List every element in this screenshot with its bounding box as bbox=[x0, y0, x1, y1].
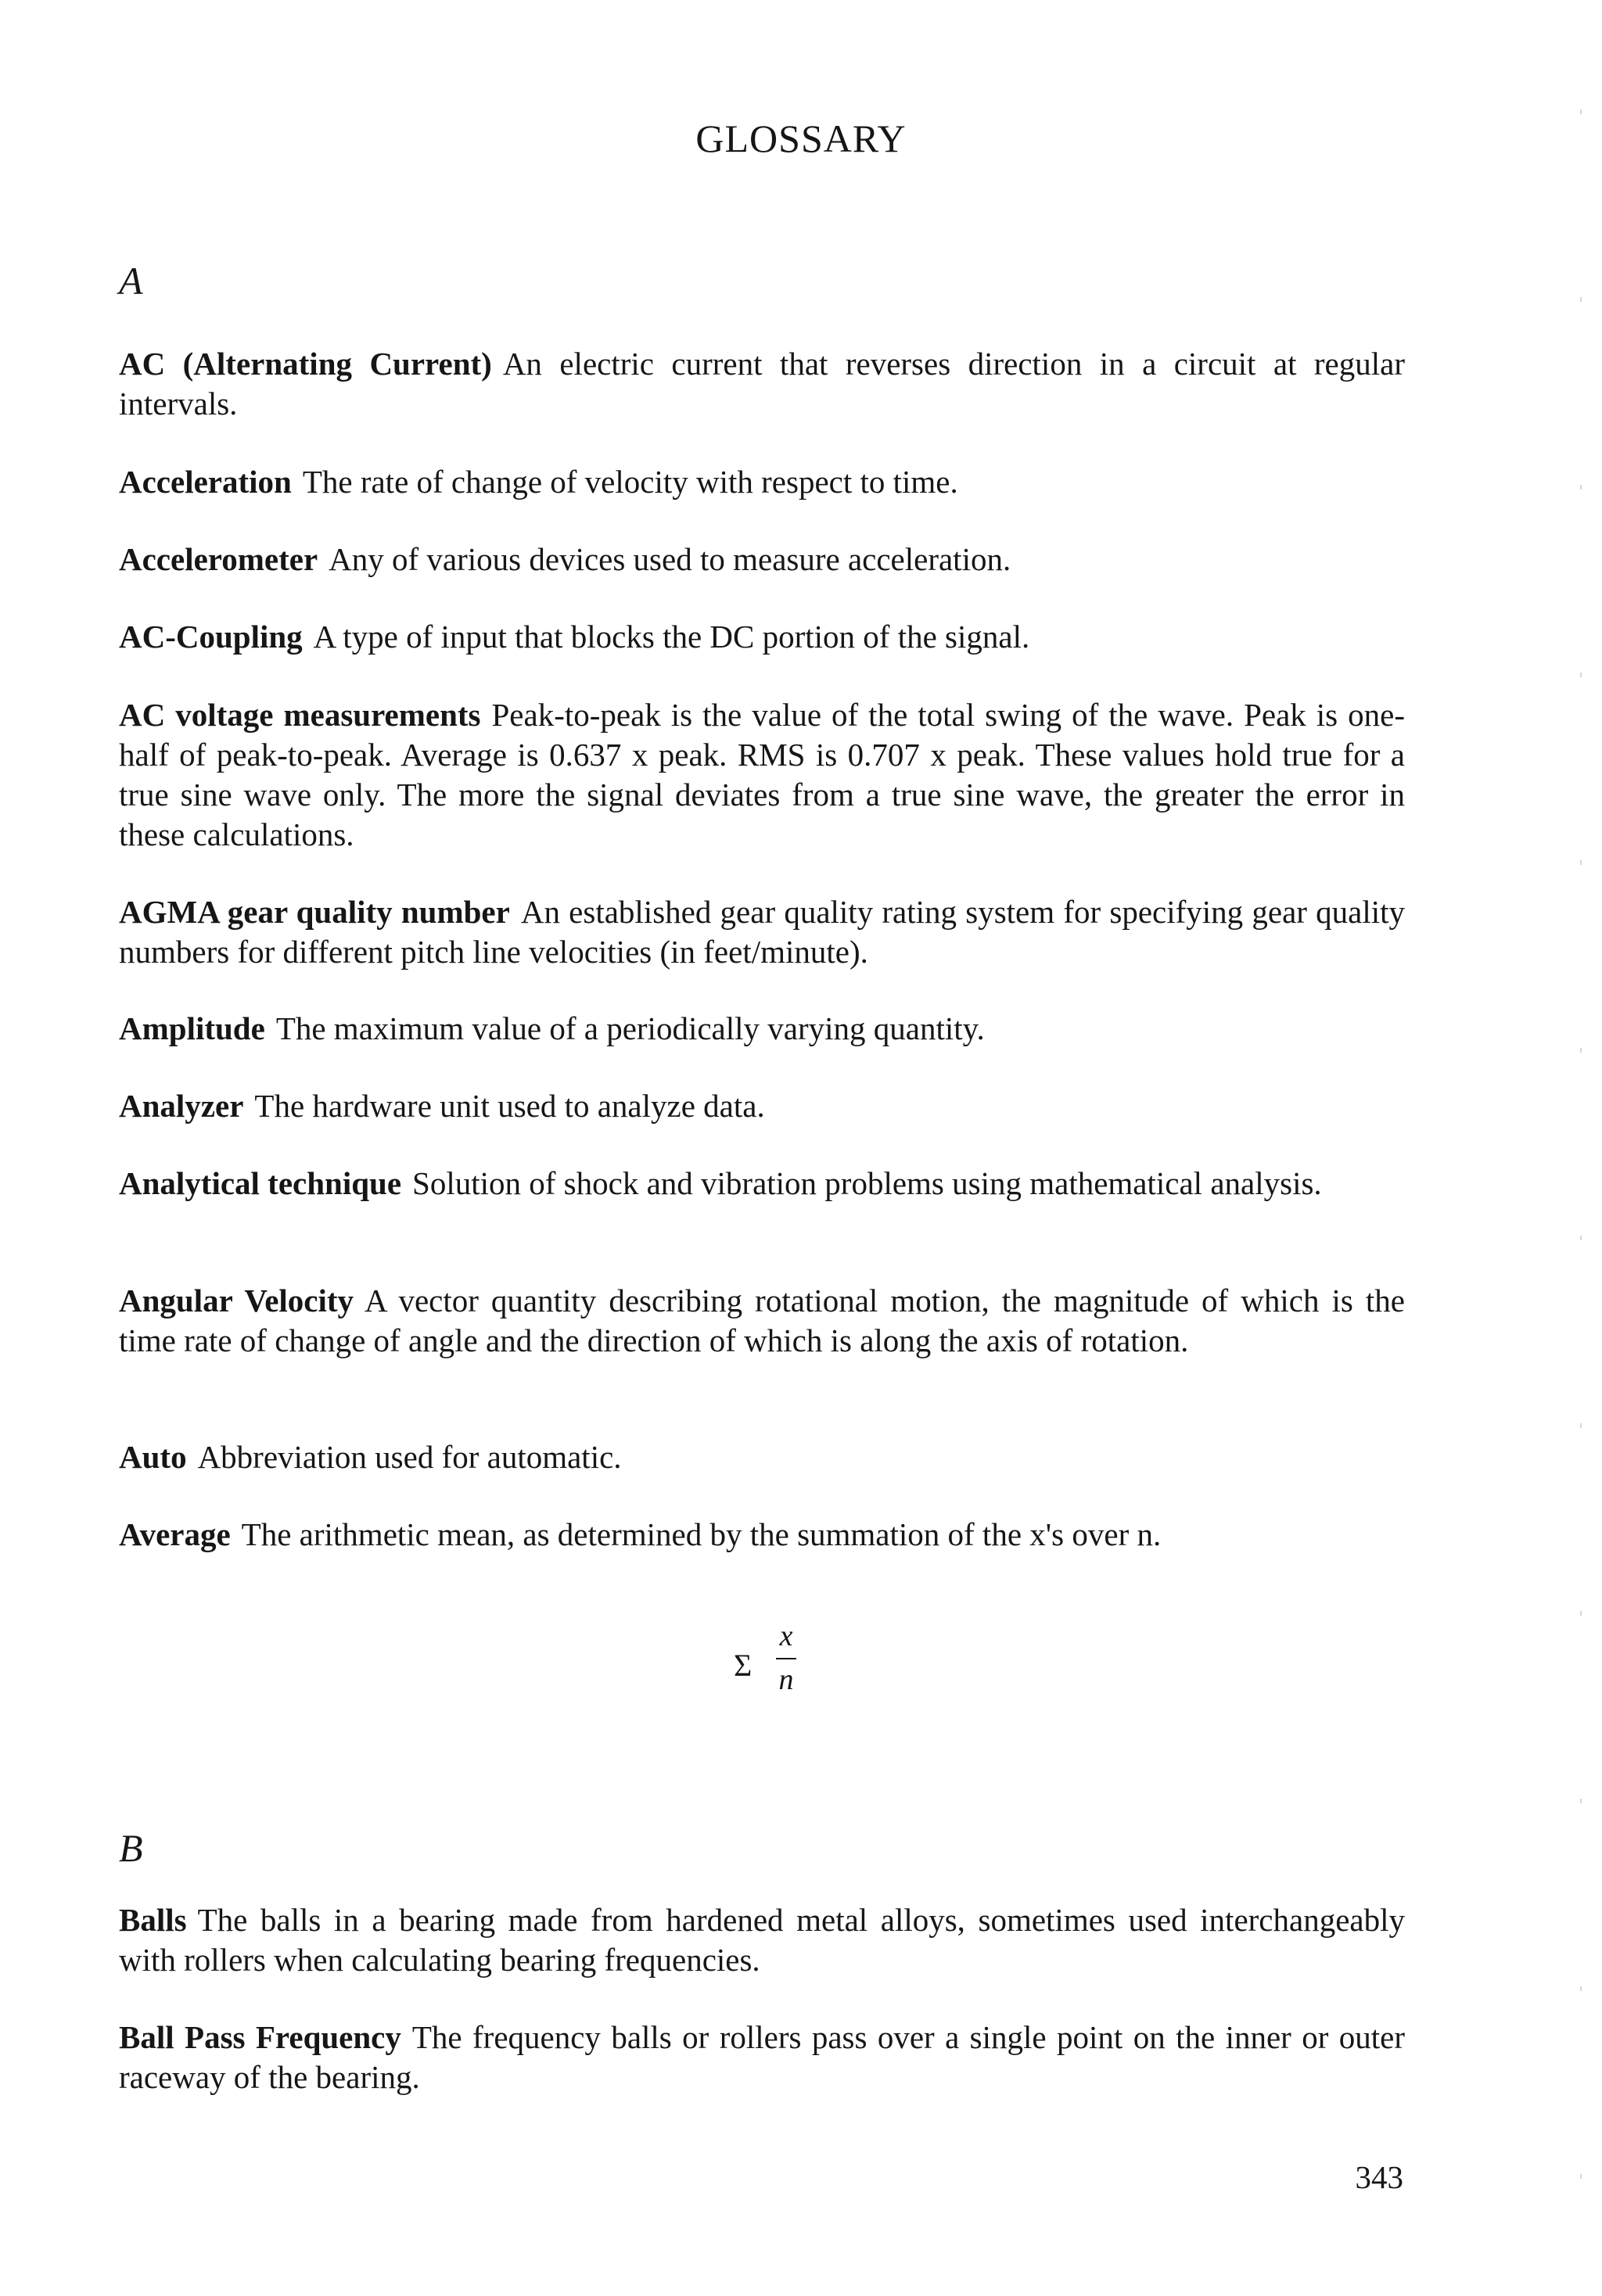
entry-definition: Any of various devices used to measure acceleration. bbox=[329, 541, 1011, 577]
glossary-entry bbox=[119, 1086, 1405, 1126]
margin-mark bbox=[1580, 109, 1582, 114]
entry-term: Angular Velocity bbox=[119, 1283, 354, 1318]
entry-definition: Solution of shock and vibration problems using mathematical analysis. bbox=[412, 1165, 1322, 1201]
entry-definition: Peak-to-peak is the value of the total swing of the wave. Peak is one-half of peak-to-peak. Average is 0.637 x peak. RMS is 0.707 x peak. These values hold true for a true sine wave only. The more the signal deviates from a true sine wave, the greater the error in these calculations. bbox=[119, 697, 1405, 852]
margin-mark bbox=[1580, 860, 1582, 865]
formula-numerator: x bbox=[779, 1620, 793, 1652]
fraction-bar bbox=[776, 1658, 796, 1659]
entry-definition: A vector quantity describing rotational motion, the magnitude of which is the time rate of change of angle and the direction of which is along the axis of rotation. bbox=[119, 1283, 1405, 1358]
entry-term: AC-Coupling bbox=[119, 619, 303, 655]
glossary-entry bbox=[119, 1437, 1405, 1477]
entry-definition: The balls in a bearing made from hardened metal alloys, sometimes used interchangeably with rollers when calculating bearing frequencies. bbox=[119, 1902, 1405, 1978]
entry-term: Auto bbox=[119, 1439, 187, 1475]
entry-definition: Abbreviation used for automatic. bbox=[197, 1439, 622, 1475]
entry-term: AGMA gear quality number bbox=[119, 894, 510, 930]
section-heading-b: B bbox=[119, 1826, 143, 1870]
entry-term: Analytical technique bbox=[119, 1165, 402, 1201]
glossary-entry bbox=[119, 695, 1405, 855]
glossary-entry bbox=[119, 1900, 1405, 1980]
entry-definition: The frequency balls or rollers pass over a single point on the inner or outer raceway of the bearing. bbox=[119, 2019, 1406, 2095]
margin-mark bbox=[1580, 1236, 1582, 1240]
section-heading-a: A bbox=[119, 259, 143, 303]
glossary-entry bbox=[119, 617, 1405, 657]
entry-definition: An established gear quality rating system for specifying gear quality numbers for different pitch line velocities (in feet/minute). bbox=[119, 894, 1405, 970]
entry-definition: The maximum value of a periodically varying quantity. bbox=[275, 1010, 985, 1046]
margin-mark bbox=[1580, 1986, 1582, 1991]
glossary-entry bbox=[119, 2018, 1405, 2097]
entry-term: Acceleration bbox=[119, 464, 292, 500]
glossary-entry bbox=[119, 892, 1405, 972]
entry-definition: The arithmetic mean, as determined by the summation of the x's over n. bbox=[241, 1516, 1162, 1552]
entry-term: Analyzer bbox=[119, 1088, 244, 1124]
glossary-entry bbox=[119, 1164, 1405, 1204]
margin-mark bbox=[1580, 2174, 1582, 2179]
entry-definition: The rate of change of velocity with respect to time. bbox=[302, 464, 958, 500]
margin-mark bbox=[1580, 1423, 1582, 1428]
glossary-entry bbox=[119, 344, 1405, 424]
page-number: 343 bbox=[1355, 2159, 1403, 2195]
glossary-entry bbox=[119, 1009, 1405, 1049]
margin-mark bbox=[1580, 1611, 1582, 1616]
entry-term: AC voltage measurements bbox=[119, 697, 481, 733]
page-title: GLOSSARY bbox=[695, 117, 907, 160]
glossary-entry bbox=[119, 1281, 1405, 1361]
entry-term: AC (Alternating Current) bbox=[119, 346, 492, 382]
entry-definition: The hardware unit used to analyze data. bbox=[254, 1088, 765, 1124]
entry-term: Ball Pass Frequency bbox=[119, 2019, 401, 2055]
entry-definition: An electric current that reverses direction in a circuit at regular intervals. bbox=[119, 346, 1405, 422]
entry-term: Average bbox=[119, 1516, 231, 1552]
margin-mark bbox=[1580, 1799, 1582, 1803]
entry-term: Balls bbox=[119, 1902, 187, 1938]
glossary-entry bbox=[119, 462, 1405, 502]
formula-denominator: n bbox=[778, 1663, 794, 1696]
glossary-entry bbox=[119, 1515, 1405, 1555]
margin-mark bbox=[1580, 673, 1582, 677]
entry-term: Amplitude bbox=[119, 1010, 265, 1046]
average-formula bbox=[734, 1619, 828, 1713]
entry-definition: A type of input that blocks the DC portion of the signal. bbox=[313, 619, 1030, 655]
margin-mark bbox=[1580, 297, 1582, 302]
entry-term: Accelerometer bbox=[119, 541, 318, 577]
margin-mark bbox=[1580, 485, 1582, 490]
glossary-entry bbox=[119, 540, 1405, 579]
margin-mark bbox=[1580, 1048, 1582, 1053]
sigma-symbol: Σ bbox=[734, 1648, 753, 1683]
